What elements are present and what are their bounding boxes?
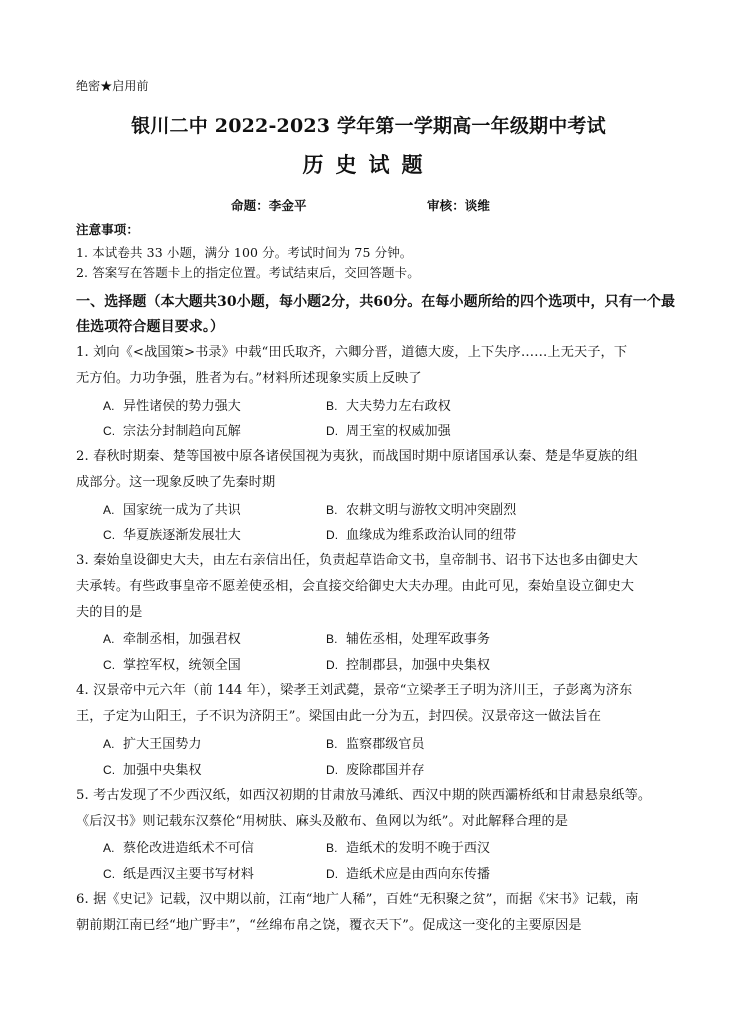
note-item: 2. 答案写在答题卡上的指定位置。考试结束后，交回答题卡。 [76, 265, 420, 280]
question-stem: 朝前期江南已经“地广野丰”，“丝绵布帛之饶，覆衣天下”。促成这一变化的主要原因是 [76, 918, 582, 933]
option-b: B. 监察郡级官员 [326, 737, 425, 752]
reviewer-credit: 审核：谈维 [427, 198, 491, 213]
section-heading-cont: 佳选项符合题目要求。） [76, 319, 225, 335]
option-c: C. 掌控军权，统领全国 [103, 658, 241, 673]
question-stem: 夫承转。有些政事皇帝不愿差使丞相，会直接交给御史大夫办理。由此可见，秦始皇设立御史大 [76, 579, 635, 594]
question-stem: 3. 秦始皇设御史大夫，由左右亲信出任，负责起草诰命文书，皇帝制书、诏书下达也多由御史大 [76, 553, 638, 568]
note-item: 1. 本试卷共 33 小题，满分 100 分。考试时间为 75 分钟。 [76, 245, 413, 260]
question-stem: 2. 春秋时期秦、楚等国被中原各诸侯国视为夷狄，而战国时期中原诸国承认秦、楚是华夏族的组 [76, 449, 638, 464]
question-stem: 4. 汉景帝中元六年（前 144 年），梁孝王刘武薨，景帝“立梁孝王子明为济川王，子彭离为济东 [76, 683, 633, 698]
option-d: D. 周王室的权威加强 [326, 424, 451, 439]
option-a: A. 异性诸侯的势力强大 [103, 399, 241, 414]
option-c: C. 宗法分封制趋向瓦解 [103, 424, 241, 439]
section-heading: 一、选择题（本大题共30小题，每小题2分，共60分。在每小题所给的四个选项中，只有一个最 [76, 294, 676, 310]
option-c: C. 加强中央集权 [103, 763, 202, 778]
option-b: B. 农耕文明与游牧文明冲突剧烈 [326, 503, 517, 518]
question-stem: 夫的目的是 [76, 605, 143, 620]
option-d: D. 废除郡国并存 [326, 763, 425, 778]
option-d: D. 控制郡县，加强中央集权 [326, 658, 491, 673]
question-stem: 《后汉书》则记载东汉蔡伦“用树肤、麻头及敝布、鱼网以为纸”。对此解释合理的是 [76, 814, 569, 829]
question-stem: 1. 刘向《<战国策>书录》中载“田氏取齐，六卿分晋，道德大废，上下失序……上无天子，下 [76, 345, 628, 360]
option-d: D. 血缘成为维系政治认同的纽带 [326, 528, 517, 543]
option-c: C. 纸是西汉主要书写材料 [103, 867, 255, 882]
secret-mark: 绝密★启用前 [76, 79, 149, 93]
option-b: B. 造纸术的发明不晚于西汉 [326, 841, 491, 856]
question-stem: 成部分。这一现象反映了先秦时期 [76, 475, 276, 490]
author-credit: 命题：李金平 [231, 198, 307, 213]
option-a: A. 国家统一成为了共识 [103, 503, 241, 518]
question-stem: 王，子定为山阳王，子不识为济阴王”。梁国由此一分为五，封四侯。汉景帝这一做法旨在 [76, 709, 602, 724]
option-d: D. 造纸术应是由西向东传播 [326, 867, 491, 882]
question-stem: 无方伯。力功争强，胜者为右。”材料所述现象实质上反映了 [76, 371, 422, 386]
option-b: B. 辅佐丞相，处理军政事务 [326, 632, 491, 647]
option-a: A. 牵制丞相，加强君权 [103, 632, 241, 647]
question-stem: 5. 考古发现了不少西汉纸，如西汉初期的甘肃放马滩纸、西汉中期的陕西灞桥纸和甘肃悬泉纸等。 [76, 788, 652, 803]
option-a: A. 扩大王国势力 [103, 737, 202, 752]
option-c: C. 华夏族逐渐发展壮大 [103, 528, 241, 543]
question-stem: 6. 据《史记》记载，汉中期以前，江南“地广人稀”，百姓“无积聚之贫”，而据《宋书》记载，南 [76, 892, 639, 907]
exam-title: 银川二中 2022-2023 学年第一学期高一年级期中考试 [131, 115, 606, 137]
option-a: A. 蔡伦改进造纸术不可信 [103, 841, 255, 856]
option-b: B. 大夫势力左右政权 [326, 399, 451, 414]
notes-heading: 注意事项： [76, 222, 140, 237]
subject-title: 历史试题 [302, 152, 435, 177]
